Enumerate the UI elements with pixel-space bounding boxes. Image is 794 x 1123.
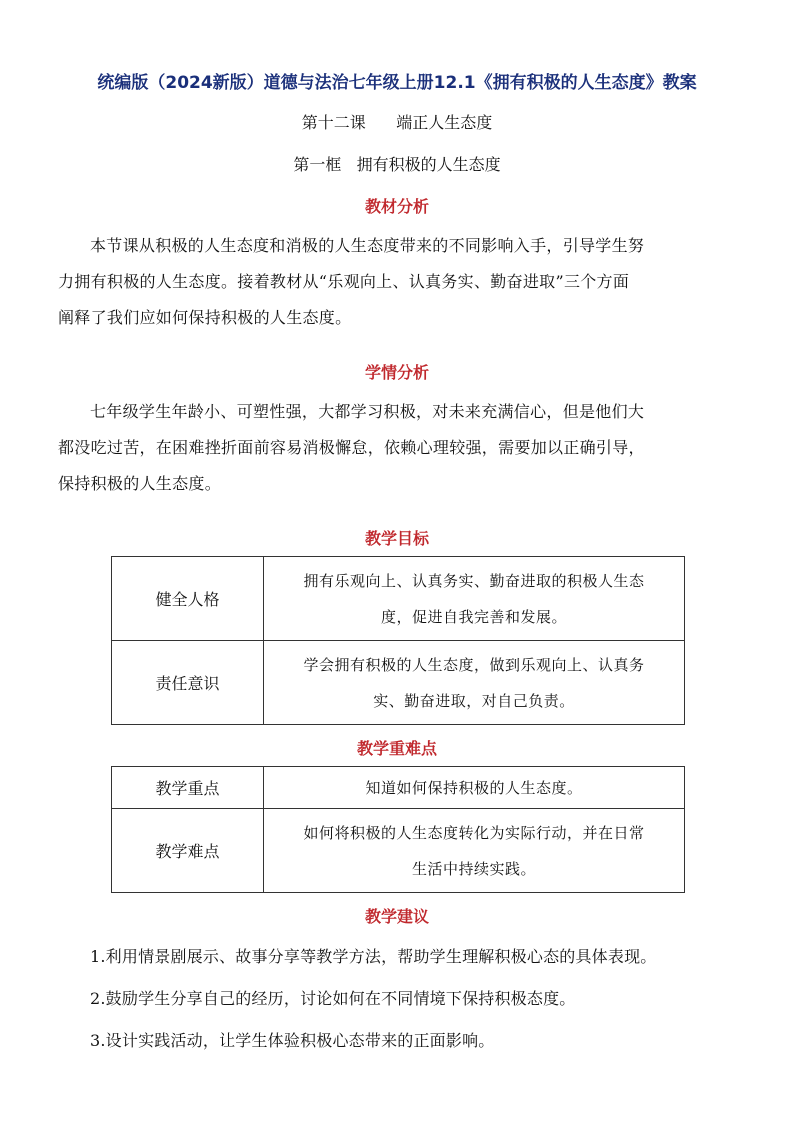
cell-line: 实、勤奋进取，对自己负责。 [373, 691, 575, 710]
table-label-cell: 教学难点 [112, 809, 264, 893]
table-content-cell [264, 641, 685, 725]
teaching-goals-table [111, 556, 685, 725]
lesson-title: 第十二课 端正人生态度 [301, 113, 493, 132]
advice-item: 2.鼓励学生分享自己的经历，讨论如何在不同情境下保持积极态度。 [90, 989, 576, 1008]
table-row [112, 641, 685, 725]
paragraph-line: 保持积极的人生态度。 [58, 474, 222, 493]
paragraph-line: 本节课从积极的人生态度和消极的人生态度带来的不同影响入手，引导学生努 [90, 236, 645, 255]
paragraph-line: 都没吃过苦，在困难挫折面前容易消极懈怠，依赖心理较强，需要加以正确引导， [58, 438, 645, 457]
advice-item: 1.利用情景剧展示、故事分享等教学方法，帮助学生理解积极心态的具体表现。 [90, 947, 657, 966]
document-title: 统编版（2024新版）道德与法治七年级上册12.1《拥有积极的人生态度》教案 [97, 73, 697, 93]
table-content-cell [264, 809, 685, 893]
teaching-goals-heading: 教学目标 [364, 529, 429, 548]
table-row [112, 809, 685, 893]
key-points-table [111, 766, 685, 893]
table-content-cell [264, 557, 685, 641]
table-label-cell: 责任意识 [112, 641, 264, 725]
cell-line: 度，促进自我完善和发展。 [380, 607, 567, 626]
table-row [112, 767, 685, 809]
cell-line: 生活中持续实践。 [411, 859, 536, 878]
teaching-advice-heading: 教学建议 [364, 907, 429, 926]
paragraph-line: 七年级学生年龄小、可塑性强，大都学习积极，对未来充满信心，但是他们大 [90, 402, 645, 421]
frame-title: 第一框 拥有积极的人生态度 [293, 155, 501, 174]
table-row [112, 557, 685, 641]
learner-analysis-paragraph [58, 394, 738, 502]
paragraph-line: 力拥有积极的人生态度。接着教材从“乐观向上、认真务实、勤奋进取”三个方面 [58, 272, 630, 291]
material-analysis-paragraph [58, 228, 738, 336]
cell-line: 知道如何保持积极的人生态度。 [365, 778, 583, 797]
key-points-heading: 教学重难点 [356, 739, 437, 758]
table-content-cell [264, 767, 685, 809]
paragraph-line: 阐释了我们应如何保持积极的人生态度。 [58, 308, 352, 327]
learner-analysis-heading: 学情分析 [364, 363, 429, 382]
cell-line: 如何将积极的人生态度转化为实际行动，并在日常 [303, 823, 645, 842]
table-label-cell: 健全人格 [112, 557, 264, 641]
material-analysis-heading: 教材分析 [364, 197, 429, 216]
advice-item: 3.设计实践活动，让学生体验积极心态带来的正面影响。 [90, 1031, 495, 1050]
table-label-cell: 教学重点 [112, 767, 264, 809]
cell-line: 拥有乐观向上、认真务实、勤奋进取的积极人生态 [303, 571, 645, 590]
cell-line: 学会拥有积极的人生态度，做到乐观向上、认真务 [303, 655, 645, 674]
